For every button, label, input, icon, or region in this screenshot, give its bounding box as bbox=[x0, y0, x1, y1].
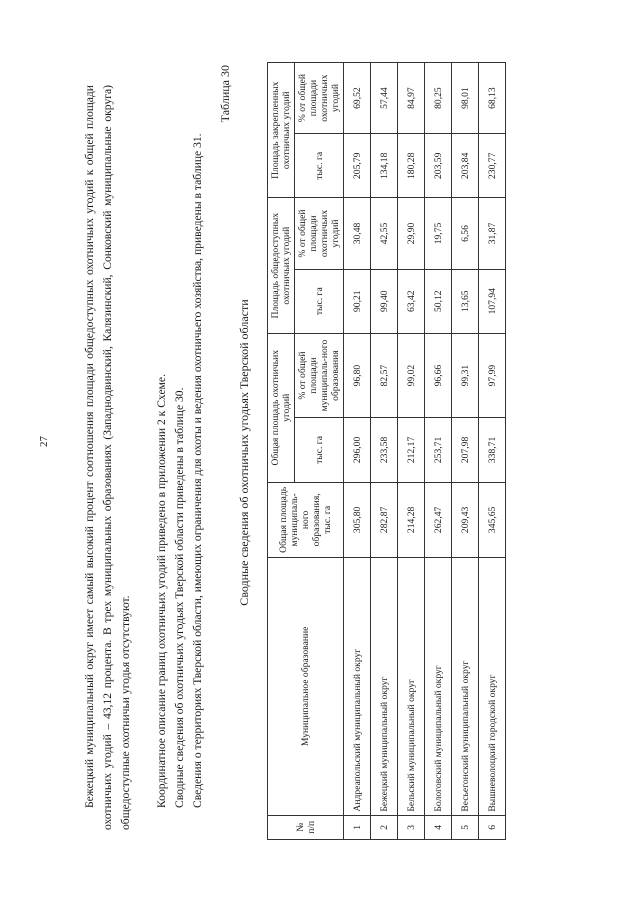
cell-hunt-ha: 207,98 bbox=[452, 418, 479, 482]
cell-name: Весьегонский муниципальный округ bbox=[452, 558, 479, 816]
cell-hunt-ha: 296,00 bbox=[344, 418, 371, 482]
cell-assigned-pct: 80,25 bbox=[425, 63, 452, 134]
cell-hunt-ha: 338,71 bbox=[479, 418, 506, 482]
note-table-30: Сводные сведения об охотничьих угодьях Тверской области приведены в таблице 30. bbox=[173, 387, 186, 808]
cell-assigned-ha: 203,84 bbox=[452, 134, 479, 198]
cell-hunt-ha: 253,71 bbox=[425, 418, 452, 482]
cell-public-pct: 6,56 bbox=[452, 198, 479, 269]
cell-num: 6 bbox=[479, 815, 506, 839]
cell-num: 2 bbox=[371, 815, 398, 839]
cell-num: 5 bbox=[452, 815, 479, 839]
cell-public-ha: 107,94 bbox=[479, 269, 506, 333]
cell-assigned-ha: 205,79 bbox=[344, 134, 371, 198]
note-table-31: Сведения о территориях Тверской области, имеющих ограничения для охоты и ведения охотничьего хозяйства, приведены в таблице 31. bbox=[191, 133, 204, 808]
subheader-assigned-pct: % от общей площади охотничьих угодий bbox=[295, 63, 344, 134]
cell-hunt-pct: 99,31 bbox=[452, 333, 479, 417]
cell-total: 209,43 bbox=[452, 482, 479, 557]
header-hunting-group: Общая площадь охотничьих угодий bbox=[268, 333, 295, 482]
table-label: Таблица 30 bbox=[218, 65, 232, 123]
rotated-page-content bbox=[25, 30, 625, 875]
cell-total: 282,87 bbox=[371, 482, 398, 557]
cell-assigned-ha: 203,59 bbox=[425, 134, 452, 198]
header-public-group: Площадь общедоступных охотничьих угодий bbox=[268, 198, 295, 333]
cell-num: 3 bbox=[398, 815, 425, 839]
cell-public-pct: 30,48 bbox=[344, 198, 371, 269]
cell-public-ha: 13,65 bbox=[452, 269, 479, 333]
cell-assigned-pct: 98,01 bbox=[452, 63, 479, 134]
cell-name: Бежецкий муниципальный округ bbox=[371, 558, 398, 816]
cell-assigned-ha: 134,18 bbox=[371, 134, 398, 198]
subheader-hunt-ha: тыс. га bbox=[295, 418, 344, 482]
cell-name: Вышневолоцкий городской округ bbox=[479, 558, 506, 816]
subheader-assigned-ha: тыс. га bbox=[295, 134, 344, 198]
table-row bbox=[425, 63, 452, 840]
note-appendix: Координатное описание границ охотничьих угодий приведено в приложении 2 к Схеме. bbox=[155, 374, 168, 808]
table-row bbox=[452, 63, 479, 840]
cell-assigned-ha: 180,28 bbox=[398, 134, 425, 198]
cell-public-ha: 99,40 bbox=[371, 269, 398, 333]
cell-num: 4 bbox=[425, 815, 452, 839]
table-row bbox=[371, 63, 398, 840]
page-number: 27 bbox=[38, 436, 50, 447]
cell-num: 1 bbox=[344, 815, 371, 839]
header-name: Муниципальное образование bbox=[268, 558, 344, 816]
cell-public-ha: 90,21 bbox=[344, 269, 371, 333]
cell-total: 262,47 bbox=[425, 482, 452, 557]
cell-public-ha: 63,42 bbox=[398, 269, 425, 333]
cell-public-pct: 19,75 bbox=[425, 198, 452, 269]
header-assigned-group: Площадь закрепленных охотничьих угодий bbox=[268, 63, 295, 198]
cell-hunt-ha: 233,58 bbox=[371, 418, 398, 482]
cell-public-pct: 42,55 bbox=[371, 198, 398, 269]
cell-name: Андреапольский муниципальный округ bbox=[344, 558, 371, 816]
table-row bbox=[344, 63, 371, 840]
subheader-public-ha: тыс. га bbox=[295, 269, 344, 333]
subheader-hunt-pct: % от общей площади муниципаль-ного образования bbox=[295, 333, 344, 417]
cell-hunt-pct: 99,02 bbox=[398, 333, 425, 417]
cell-assigned-pct: 68,13 bbox=[479, 63, 506, 134]
cell-public-ha: 50,12 bbox=[425, 269, 452, 333]
cell-public-pct: 31,87 bbox=[479, 198, 506, 269]
cell-total: 305,80 bbox=[344, 482, 371, 557]
header-total-area: Общая площадь муниципаль-ного образования, тыс. га bbox=[268, 482, 344, 557]
cell-total: 345,65 bbox=[479, 482, 506, 557]
cell-name: Бельский муниципальный округ bbox=[398, 558, 425, 816]
table-row bbox=[479, 63, 506, 840]
cell-hunt-ha: 212,17 bbox=[398, 418, 425, 482]
cell-hunt-pct: 96,66 bbox=[425, 333, 452, 417]
table-caption: Сводные сведения об охотничьих угодьях Тверской области bbox=[237, 299, 251, 606]
hunting-lands-table bbox=[267, 62, 506, 840]
cell-hunt-pct: 97,99 bbox=[479, 333, 506, 417]
header-num: № п/п bbox=[268, 815, 344, 839]
cell-assigned-pct: 57,44 bbox=[371, 63, 398, 134]
cell-hunt-pct: 82,57 bbox=[371, 333, 398, 417]
table-header-row bbox=[268, 63, 295, 840]
cell-hunt-pct: 96,80 bbox=[344, 333, 371, 417]
intro-paragraph: Бежецкий муниципальный округ имеет самый высокий процент соотношения площади общедоступных охотничьих угодий к общей площади охотничьих угодий – 43,12 процента. В трех муниципальных образованиях (Западнодвинский, Калязинский, Сонковский муниципальные округа) общедоступные охотничьи угодья отсутствуют. bbox=[83, 85, 132, 830]
cell-name: Бологовский муниципальный округ bbox=[425, 558, 452, 816]
subheader-public-pct: % от общей площади охотничьих угодий bbox=[295, 198, 344, 269]
cell-assigned-pct: 84,97 bbox=[398, 63, 425, 134]
cell-public-pct: 29,90 bbox=[398, 198, 425, 269]
cell-assigned-ha: 230,77 bbox=[479, 134, 506, 198]
cell-total: 214,28 bbox=[398, 482, 425, 557]
table-row bbox=[398, 63, 425, 840]
cell-assigned-pct: 69,52 bbox=[344, 63, 371, 134]
